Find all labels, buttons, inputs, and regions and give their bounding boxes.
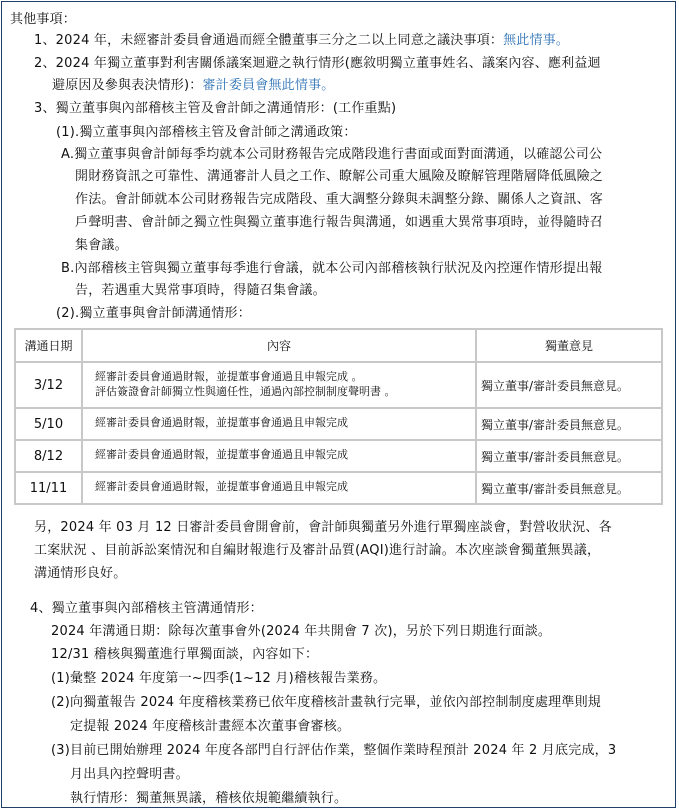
item-4-line: 執行情形：獨董無異議，稽核依規範繼續執行。 [70,791,348,806]
row-date: 11/11 [15,472,82,504]
item-1 [34,29,569,48]
row-content-line: 經審計委員會通過財報，並提董事會通過且申報完成 。 [95,370,363,383]
item-4-line: (1)彙整 2024 年度第一~四季(1~12 月)稽核報告業務。 [51,671,387,686]
item-3-sub-2-title: (2).獨立董事與會計師溝通情形： [56,306,251,321]
after-table-line: 工案狀況 、目前訴訟案情況和自編財報進行及審計品質(AQI)進行討論。本次座談會獨董無異議， [34,543,601,558]
row-content [82,440,476,472]
column-header-opinion: 獨董意見 [476,329,662,362]
item-3-b-line: 告，若遇重大異常事項時，得隨召集會議。 [75,283,326,298]
item-4-line: (3)目前已開始辦理 2024 年度各部門自行評估作業，整個作業時程預計 2024 年 2 月底完成，3 [51,743,617,758]
item-2-line-1: 2、2024 年獨立董事對利害關係議案迴避之執行情形(應敘明獨立董事姓名、議案內容、應利益迴 [34,56,601,71]
item-2-line-2-text: 避原因及參與表決情形)： [52,78,203,93]
row-content [82,408,476,440]
item-2-result: 審計委員會無此情事。 [202,78,335,93]
table-header-row [15,329,662,362]
table-row [15,362,662,408]
row-date: 8/12 [15,440,82,472]
item-3-a-line: 開財務資訊之可靠性、溝通審計人員之工作、瞭解公司重大風險及瞭解管理階層降低風險之 [75,169,604,184]
row-content-line: 經審計委員會通過財報，並提董事會通過且申報完成 [95,448,348,461]
item-3-b-line: B.內部稽核主管與獨立董事每季進行會議，就本公司內部稽核執行狀況及內控運作情形提出報 [61,261,603,276]
item-4-line: 定提報 2024 年度稽核計畫經本次董事會審核。 [70,719,351,734]
item-4-line: (2)向獨董報告 2024 年度稽核業務已依年度稽核計畫執行完畢，並依內部控制制度處理準則規 [51,695,601,710]
row-opinion: 獨立董事/審計委員無意見。 [476,472,662,504]
row-content-line: 經審計委員會通過財報，並提董事會通過且申報完成 [95,416,348,429]
item-4-line: 12/31 稽核與獨董進行單獨面談，內容如下： [51,647,319,662]
table-row [15,408,662,440]
item-3-a-line: 戶聲明書、會計師之獨立性與獨立董事進行報告與溝通，如遇重大異常事項時，並得隨時召 [75,215,604,230]
item-2-line-2 [52,74,335,93]
row-content [82,472,476,504]
item-4-title: 4、獨立董事與內部稽核主管溝通情形： [30,601,263,616]
item-4-line: 2024 年溝通日期：除每次董事會外(2024 年共開會 7 次)，另於下列日期進行面談。 [51,624,552,639]
row-opinion: 獨立董事/審計委員無意見。 [476,440,662,472]
item-3-a-line: 作法。會計師就本公司財務報告完成階段、重大調整分錄與未調整分錄、關係人之資訊、客 [75,192,604,207]
column-header-date: 溝通日期 [15,329,82,362]
section-heading: 其他事項： [10,12,77,27]
row-opinion: 獨立董事/審計委員無意見。 [476,408,662,440]
item-3-sub-1-title: (1).獨立董事與內部稽核主管及會計師之溝通政策： [56,125,357,140]
row-date: 3/12 [15,362,82,408]
item-3-a-line: 集會議。 [75,238,128,253]
item-4-line: 月出具內控聲明書。 [70,767,189,782]
communication-table [14,328,663,505]
item-1-text: 1、2024 年，未經審計委員會通過而經全體董事三分之二以上同意之議決事項： [34,33,504,48]
row-content [82,362,476,408]
column-header-content: 內容 [82,329,476,362]
item-3-title: 3、獨立董事與內部稽核主管及會計師之溝通情形：(工作重點) [34,101,397,116]
row-content-line: 評估簽證會計師獨立性與適任性，通過內部控制制度聲明書 。 [95,385,396,398]
after-table-line: 溝通情形良好。 [34,566,127,581]
after-table-line: 另，2024 年 03 月 12 日審計委員會開會前，會計師與獨董另外進行單獨座談會，對營收狀況、各 [34,520,612,535]
row-opinion: 獨立董事/審計委員無意見。 [476,362,662,408]
table-row [15,472,662,504]
row-content-line: 經審計委員會通過財報，並提董事會通過且申報完成 [95,480,348,493]
document-frame [1,1,676,808]
row-date: 5/10 [15,408,82,440]
item-3-a-line: A.獨立董事與會計師每季均就本公司財務報告完成階段進行書面或面對面溝通，以確認公司公 [61,147,603,162]
table-row [15,440,662,472]
item-1-result: 無此情事。 [503,33,570,48]
